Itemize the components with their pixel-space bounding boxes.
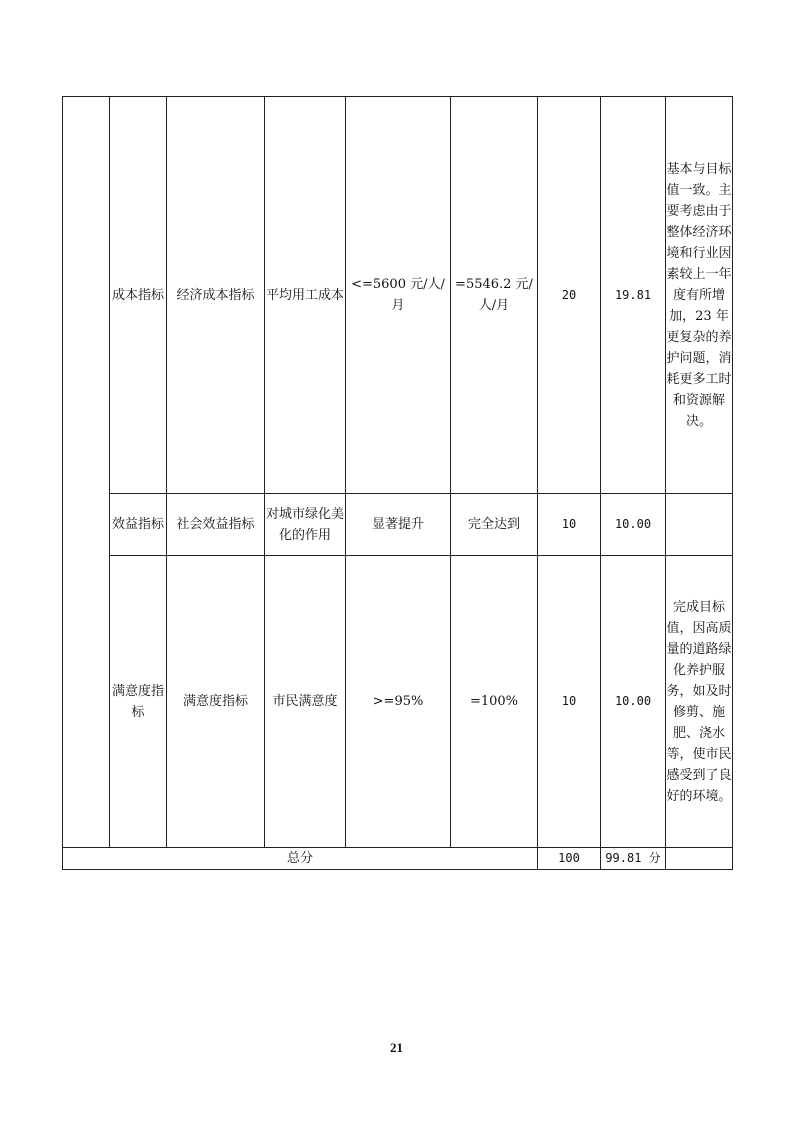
actual-cell: =5546.2 元/人/月 [451, 97, 538, 494]
actual-cell: =100% [451, 556, 538, 848]
total-label-cell: 总分 [63, 848, 538, 870]
score-cell: 19.81 [601, 97, 666, 494]
weight-cell: 10 [538, 494, 601, 556]
weight-cell: 20 [538, 97, 601, 494]
target-cell: 显著提升 [346, 494, 451, 556]
level1-merged-cell [63, 97, 110, 848]
table-row-total [63, 848, 733, 870]
note-cell: 基本与目标值一致。主要考虑由于整体经济环境和行业因素较上一年度有所增加，23 年更复杂的养护问题，消耗更多工时和资源解决。 [666, 97, 733, 494]
score-cell: 10.00 [601, 494, 666, 556]
indicator-cell: 对城市绿化美化的作用 [265, 494, 346, 556]
actual-cell: 完全达到 [451, 494, 538, 556]
target-cell: <=5600 元/人/月 [346, 97, 451, 494]
table-row-benefit [63, 494, 733, 556]
level2-cell: 成本指标 [110, 97, 167, 494]
indicator-cell: 市民满意度 [265, 556, 346, 848]
level2-cell: 效益指标 [110, 494, 167, 556]
target-cell: >=95% [346, 556, 451, 848]
note-cell [666, 494, 733, 556]
indicator-cell: 平均用工成本 [265, 97, 346, 494]
total-score-cell: 99.81 分 [601, 848, 666, 870]
page-number: 21 [390, 1040, 403, 1055]
total-weight-cell: 100 [538, 848, 601, 870]
level3-cell: 社会效益指标 [167, 494, 265, 556]
table-row-satisfaction [63, 556, 733, 848]
weight-cell: 10 [538, 556, 601, 848]
total-note-cell [666, 848, 733, 870]
level3-cell: 满意度指标 [167, 556, 265, 848]
note-cell: 完成目标值，因高质量的道路绿化养护服务，如及时修剪、施肥、浇水等，使市民感受到了良好的环境。 [666, 556, 733, 848]
level2-cell: 满意度指标 [110, 556, 167, 848]
table-row-cost [63, 97, 733, 494]
performance-table [62, 96, 733, 870]
level3-cell: 经济成本指标 [167, 97, 265, 494]
score-cell: 10.00 [601, 556, 666, 848]
